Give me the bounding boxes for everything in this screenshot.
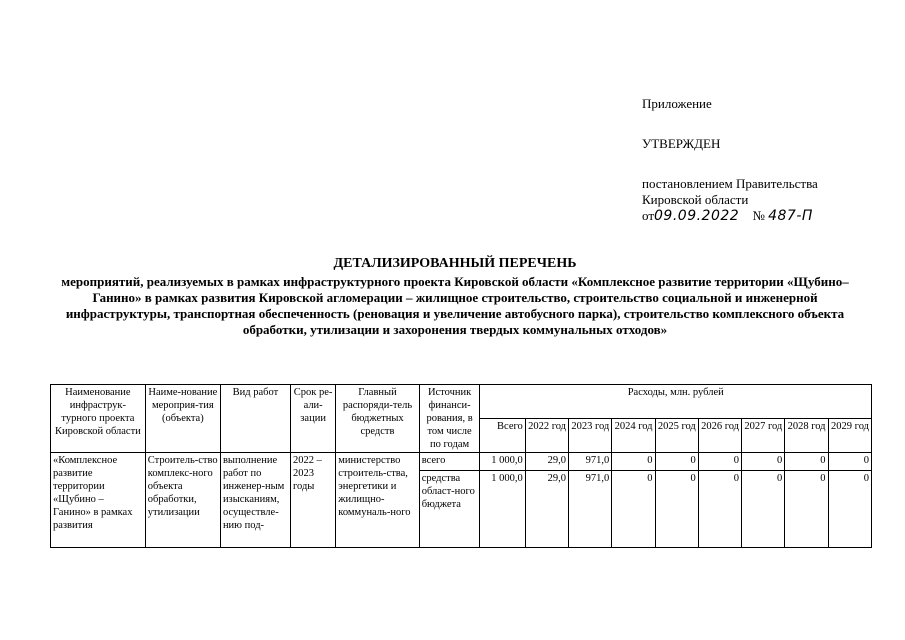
cell-value: 0 xyxy=(785,471,828,548)
header-year: 2024 год xyxy=(612,419,655,453)
date-prefix: от xyxy=(642,208,655,223)
cell-value: 0 xyxy=(698,471,741,548)
number-value: 487-П xyxy=(768,208,813,224)
approval-approved: УТВЕРЖДЕН xyxy=(642,136,721,151)
header-total: Всего xyxy=(480,419,525,453)
header-year: 2026 год xyxy=(698,419,741,453)
header-term: Срок ре-али-зации xyxy=(290,385,335,453)
header-year: 2028 год xyxy=(785,419,828,453)
expenses-table xyxy=(50,384,872,548)
approval-region: Кировской области xyxy=(642,192,749,207)
cell-value: 0 xyxy=(742,471,785,548)
cell-source: всего xyxy=(419,453,480,471)
cell-value: 0 xyxy=(612,453,655,471)
cell-value: 0 xyxy=(655,471,698,548)
header-year: 2025 год xyxy=(655,419,698,453)
cell-value: 29,0 xyxy=(525,471,568,548)
header-source: Источник финанси-рования, в том числе по годам xyxy=(419,385,480,453)
header-year: 2027 год xyxy=(742,419,785,453)
cell-value: 971,0 xyxy=(569,471,612,548)
cell-event: Строитель-ство комплекс-ного объекта обработки, утилизации xyxy=(145,453,220,548)
cell-value: 29,0 xyxy=(525,453,568,471)
approval-appendix: Приложение xyxy=(642,96,712,111)
cell-work-type: выполнение работ по инженер-ным изысканиям, осуществле-нию под- xyxy=(220,453,290,548)
approval-decree: постановлением Правительства xyxy=(642,176,818,191)
document-title: ДЕТАЛИЗИРОВАННЫЙ ПЕРЕЧЕНЬ xyxy=(333,256,577,271)
cell-value: 971,0 xyxy=(569,453,612,471)
cell-project-name: «Комплексное развитие территории «Щубино – Ганино» в рамках развития xyxy=(51,453,146,548)
cell-term: 2022 – 2023 годы xyxy=(290,453,335,548)
approval-date-line xyxy=(642,208,892,224)
cell-total: 1 000,0 xyxy=(480,453,525,471)
table-row xyxy=(51,453,872,471)
document-subtitle: мероприятий, реализуемых в рамках инфраструктурного проекта Кировской области «Комплексное развитие территории «Щубино–Ганино» в рамках развития Кировской агломерации – жилищное строительство, строительство социальной и инженерной инфраструктуры, транспортная обеспеченность (реновация и увеличение автобусного парка), строительство комплексного объекта обработки, утилизации и захоронения твердых коммунальных отходов» xyxy=(61,274,849,337)
header-year: 2029 год xyxy=(828,419,871,453)
cell-total: 1 000,0 xyxy=(480,471,525,548)
header-work-type: Вид работ xyxy=(220,385,290,453)
cell-value: 0 xyxy=(785,453,828,471)
cell-source: средства област-ного бюджета xyxy=(419,471,480,548)
header-project-name: Наименование инфраструк-турного проекта Кировской области xyxy=(51,385,146,453)
header-manager: Главный распоряди-тель бюджетных средств xyxy=(336,385,419,453)
cell-value: 0 xyxy=(655,453,698,471)
header-expenses: Расходы, млн. рублей xyxy=(480,385,872,419)
header-event: Наиме-нование мероприя-тия (объекта) xyxy=(145,385,220,453)
cell-value: 0 xyxy=(742,453,785,471)
cell-value: 0 xyxy=(828,471,871,548)
document-heading xyxy=(40,256,870,338)
header-year: 2022 год xyxy=(525,419,568,453)
cell-manager: министерство строитель-ства, энергетики и жилищно-коммуналь-ного xyxy=(336,453,419,548)
header-year: 2023 год xyxy=(569,419,612,453)
cell-value: 0 xyxy=(828,453,871,471)
cell-value: 0 xyxy=(612,471,655,548)
number-prefix: № xyxy=(752,208,765,223)
cell-value: 0 xyxy=(698,453,741,471)
approval-block xyxy=(642,96,892,224)
date-value: 09.09.2022 xyxy=(654,208,740,224)
header-row-1 xyxy=(51,385,872,419)
